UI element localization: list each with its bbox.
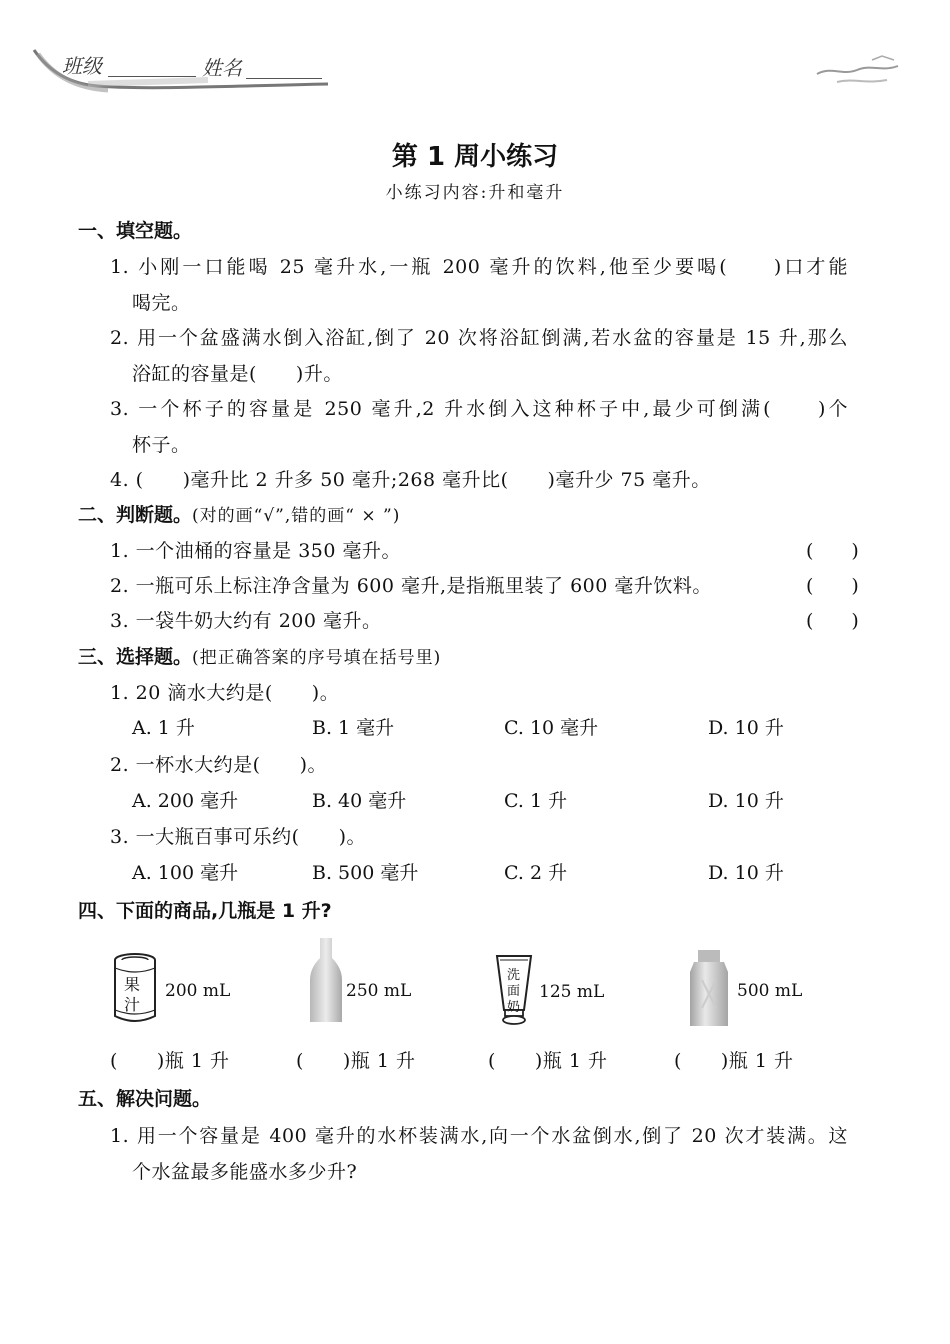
s1-q4: 4. ( )毫升比 2 升多 50 毫升;268 毫升比( )毫升少 75 毫升。 bbox=[110, 469, 711, 491]
name-label: 姓名 bbox=[202, 56, 242, 80]
s3-q2-option-b: B. 40 毫升 bbox=[312, 790, 407, 812]
s3-q1-option-d: D. 10 升 bbox=[708, 717, 784, 739]
section-5-heading: 五、解决问题。 bbox=[78, 1088, 212, 1110]
s3-q1-option-c: C. 10 毫升 bbox=[504, 717, 599, 739]
s2-q2-answer-box[interactable]: ( ) bbox=[806, 575, 859, 597]
s3-q1-stem: 1. 20 滴水大约是( )。 bbox=[110, 682, 340, 704]
s5-q1-line2: 个水盆最多能盛水多少升? bbox=[132, 1161, 358, 1183]
product-3-answer[interactable]: ( )瓶 1 升 bbox=[488, 1050, 608, 1072]
s1-q3-line2: 杯子。 bbox=[132, 434, 191, 456]
page-subtitle: 小练习内容:升和毫升 bbox=[385, 183, 565, 203]
s2-q3-answer-box[interactable]: ( ) bbox=[806, 610, 859, 632]
jar-bottle-icon bbox=[686, 948, 732, 1028]
s3-q2-stem: 2. 一杯水大约是( )。 bbox=[110, 754, 327, 776]
s3-q1-option-a: A. 1 升 bbox=[132, 717, 195, 739]
s2-q1-answer-box[interactable]: ( ) bbox=[806, 540, 859, 562]
cleanser-label-3: 奶 bbox=[507, 1000, 521, 1015]
product-4-answer[interactable]: ( )瓶 1 升 bbox=[674, 1050, 794, 1072]
s3-q3-option-a: A. 100 毫升 bbox=[132, 862, 239, 884]
juice-can-label-2: 汁 bbox=[124, 995, 141, 1014]
product-2-capacity: 250 mL bbox=[346, 981, 412, 1001]
page-title: 第 1 周小练习 bbox=[391, 142, 559, 172]
s3-q3-option-c: C. 2 升 bbox=[504, 862, 568, 884]
cleanser-label-2: 面 bbox=[507, 984, 521, 999]
section-3-heading bbox=[78, 642, 441, 669]
s3-q3-stem: 3. 一大瓶百事可乐约( )。 bbox=[110, 826, 366, 848]
class-label: 班级 bbox=[62, 54, 102, 78]
section-1-heading: 一、填空题。 bbox=[78, 220, 193, 242]
s3-q2-option-a: A. 200 毫升 bbox=[132, 790, 239, 812]
section-2-heading bbox=[78, 500, 400, 527]
s1-q1-line2: 喝完。 bbox=[132, 292, 191, 314]
section-2-title: 二、判断题。 bbox=[78, 504, 193, 526]
class-blank-line[interactable] bbox=[108, 76, 196, 77]
section-3-title: 三、选择题。 bbox=[78, 646, 193, 668]
section-4-heading: 四、下面的商品,几瓶是 1 升? bbox=[78, 900, 332, 922]
s2-q1: 1. 一个油桶的容量是 350 毫升。 bbox=[110, 540, 402, 562]
section-2-note: (对的画“√”,错的画“ × ”) bbox=[192, 506, 401, 526]
s3-q3-option-b: B. 500 毫升 bbox=[312, 862, 419, 884]
s3-q1-option-b: B. 1 毫升 bbox=[312, 717, 395, 739]
product-4-capacity: 500 mL bbox=[737, 981, 803, 1001]
bottle-icon bbox=[308, 936, 344, 1026]
product-2-answer[interactable]: ( )瓶 1 升 bbox=[296, 1050, 416, 1072]
product-1-answer[interactable]: ( )瓶 1 升 bbox=[110, 1050, 230, 1072]
mountain-decoration bbox=[812, 52, 902, 92]
s3-q3-option-d: D. 10 升 bbox=[708, 862, 784, 884]
s1-q3-line1: 3. 一个杯子的容量是 250 毫升,2 升水倒入这种杯子中,最少可倒满( )个 bbox=[110, 398, 848, 420]
juice-can-label-1: 果 bbox=[124, 975, 141, 994]
section-3-note: (把正确答案的序号填在括号里) bbox=[192, 648, 442, 668]
s1-q2-line1: 2. 用一个盆盛满水倒入浴缸,倒了 20 次将浴缸倒满,若水盆的容量是 15 升,那么 bbox=[110, 327, 848, 349]
s2-q3: 3. 一袋牛奶大约有 200 毫升。 bbox=[110, 610, 382, 632]
s2-q2: 2. 一瓶可乐上标注净含量为 600 毫升,是指瓶里装了 600 毫升饮料。 bbox=[110, 575, 712, 597]
s1-q1-line1: 1. 小刚一口能喝 25 毫升水,一瓶 200 毫升的饮料,他至少要喝( )口才能 bbox=[110, 256, 848, 278]
s3-q2-option-d: D. 10 升 bbox=[708, 790, 784, 812]
s1-q2-line2: 浴缸的容量是( )升。 bbox=[132, 363, 343, 385]
product-3-capacity: 125 mL bbox=[539, 982, 605, 1002]
cleanser-label-1: 洗 bbox=[507, 968, 521, 983]
name-blank-line[interactable] bbox=[246, 78, 322, 79]
s3-q2-option-c: C. 1 升 bbox=[504, 790, 568, 812]
s5-q1-line1: 1. 用一个容量是 400 毫升的水杯装满水,向一个水盆倒水,倒了 20 次才装满。这 bbox=[110, 1125, 848, 1147]
product-1-capacity: 200 mL bbox=[165, 981, 231, 1001]
